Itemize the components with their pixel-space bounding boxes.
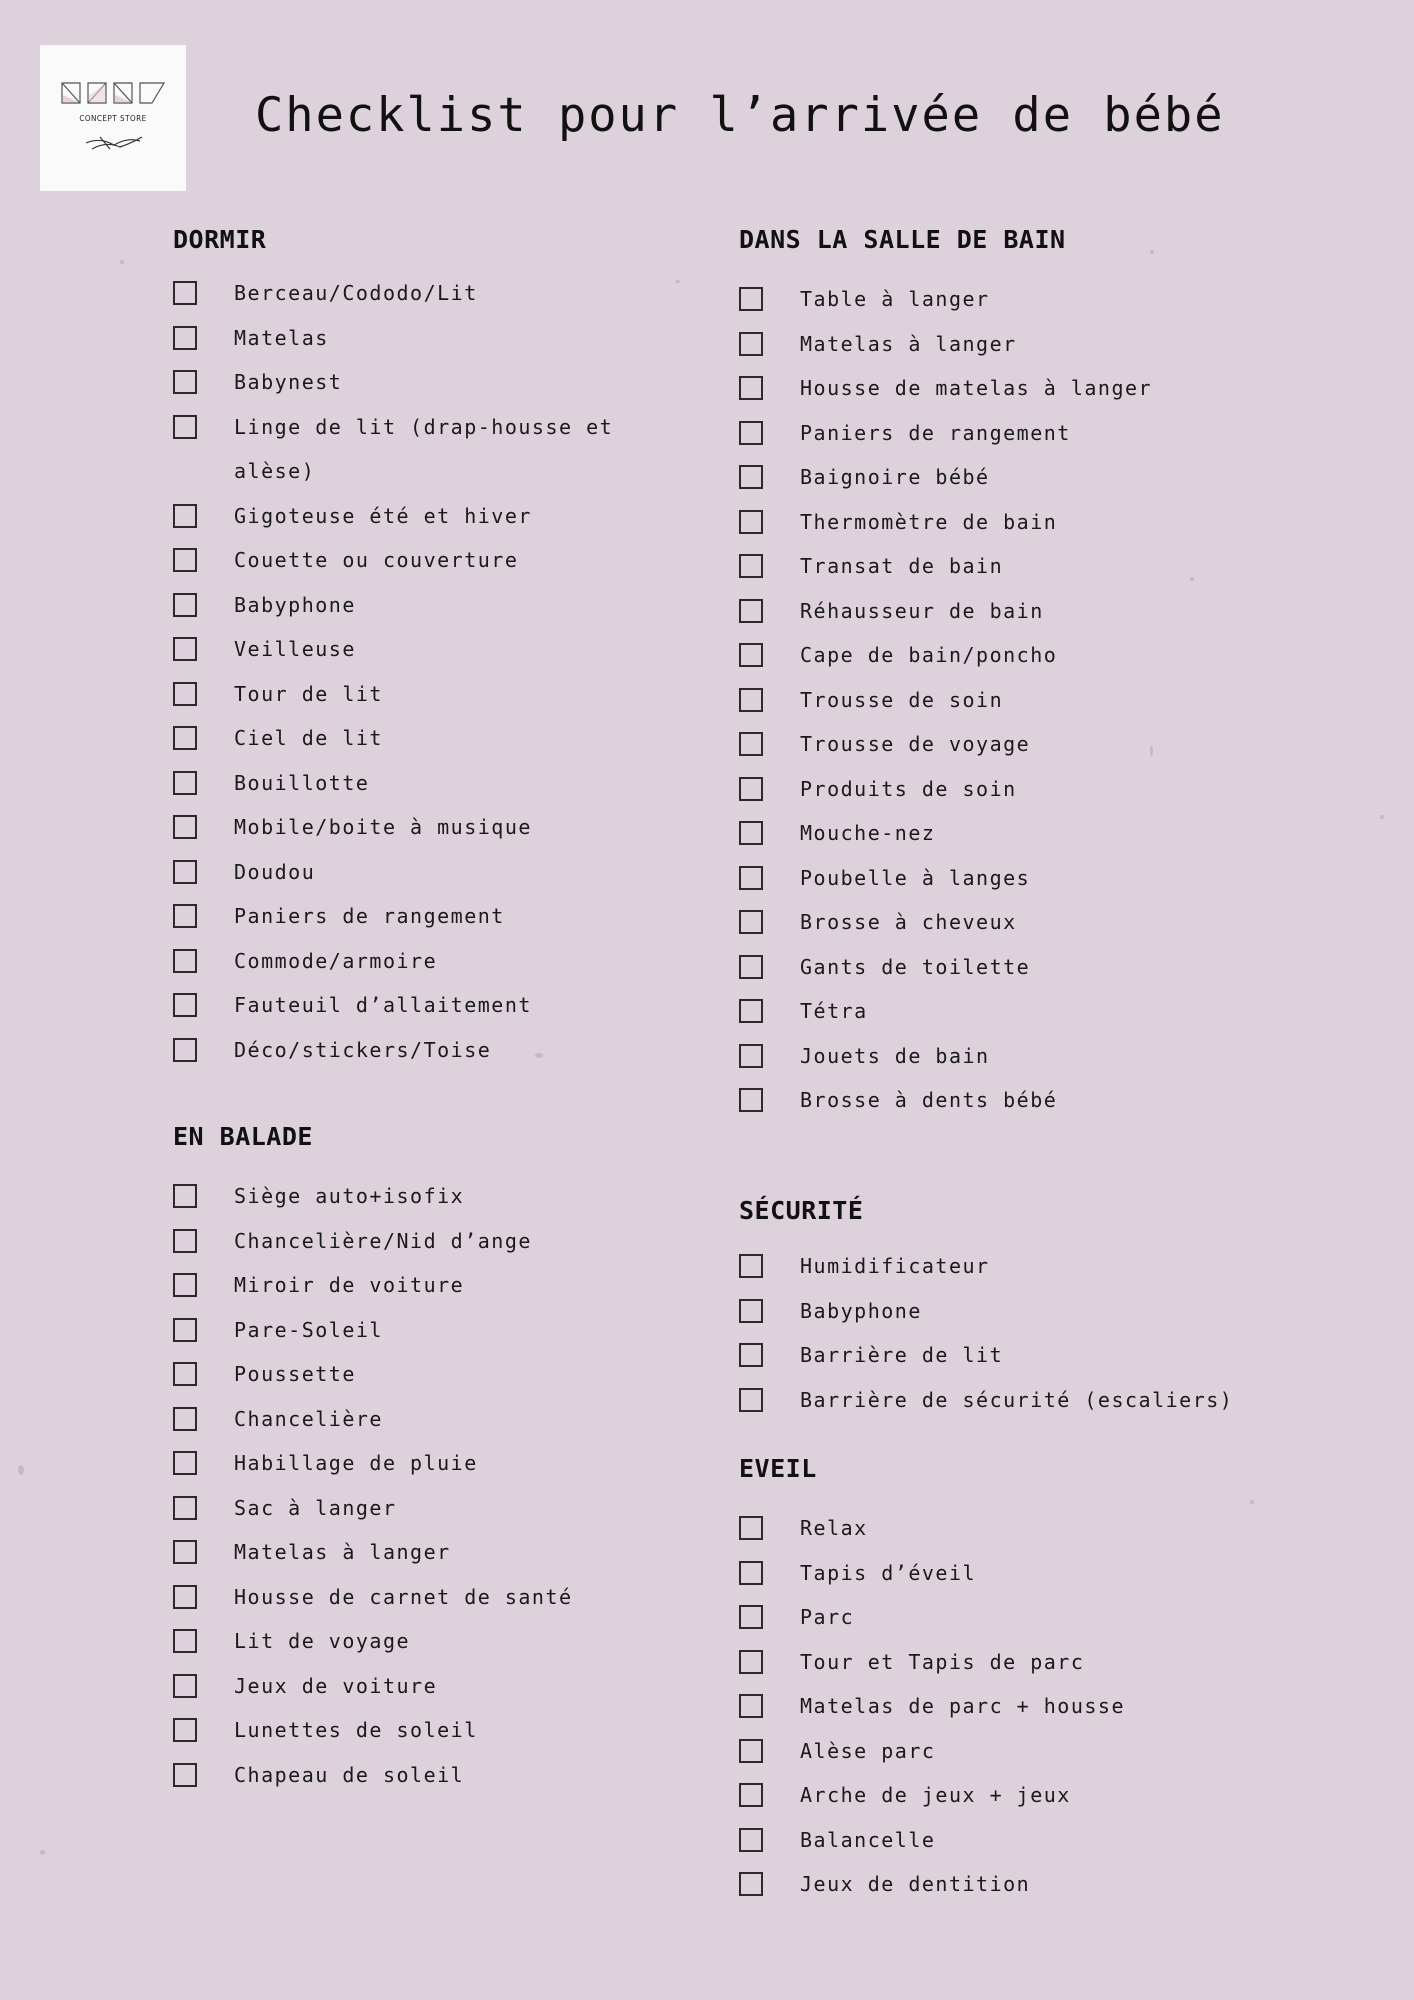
item-label: Tour et Tapis de parc	[800, 1649, 1085, 1674]
paper-speck	[120, 260, 124, 264]
item-label: Sac à langer	[234, 1495, 397, 1520]
item-label: Chapeau de soleil	[234, 1762, 465, 1787]
item-label: Siège auto+isofix	[234, 1184, 465, 1208]
section-en-balade	[173, 1122, 653, 1797]
checkbox[interactable]	[173, 1229, 197, 1253]
list-item	[739, 989, 1359, 1034]
list-item	[739, 633, 1359, 678]
checkbox[interactable]	[739, 421, 763, 445]
section-securite	[739, 1196, 1359, 1422]
item-label: Matelas à langer	[234, 1540, 451, 1564]
list-item	[739, 1818, 1359, 1863]
list-item	[173, 761, 653, 806]
item-label: Jouets de bain	[800, 1043, 990, 1068]
list-item	[173, 538, 653, 583]
checkbox[interactable]	[173, 1496, 197, 1520]
item-label: Barrière de lit	[800, 1343, 1004, 1367]
section-heading: SÉCURITÉ	[739, 1196, 864, 1225]
checklist	[173, 1174, 653, 1797]
checkbox[interactable]	[173, 415, 197, 439]
item-label: Veilleuse	[234, 637, 356, 661]
list-item	[739, 900, 1359, 945]
checkbox[interactable]	[739, 1088, 763, 1112]
list-item	[173, 360, 653, 405]
item-label: Housse de carnet de santé	[234, 1584, 573, 1609]
paper-speck	[18, 1465, 24, 1475]
item-label: Cape de bain/poncho	[800, 643, 1058, 667]
brand-logo-mark	[40, 45, 186, 191]
item-label: Couette ou couverture	[234, 548, 519, 572]
item-label: Tétra	[800, 999, 868, 1023]
item-label: Ciel de lit	[234, 726, 383, 750]
item-label: Paniers de rangement	[234, 904, 505, 928]
list-item	[739, 856, 1359, 901]
list-item	[739, 767, 1359, 812]
checkbox[interactable]	[739, 777, 763, 801]
list-item	[173, 1441, 653, 1486]
checkbox[interactable]	[173, 1718, 197, 1742]
list-item	[173, 627, 653, 672]
list-item	[739, 811, 1359, 856]
list-item	[739, 500, 1359, 545]
item-label: Fauteuil d’allaitement	[234, 993, 532, 1017]
checkbox[interactable]	[173, 860, 197, 884]
item-label: Lunettes de soleil	[234, 1718, 478, 1742]
checklist	[739, 1244, 1359, 1422]
item-label: Paniers de rangement	[800, 420, 1071, 445]
list-item	[173, 1308, 653, 1353]
item-label: Matelas de parc + housse	[800, 1694, 1125, 1718]
item-label: Relax	[800, 1516, 868, 1540]
page-title: Checklist pour l’arrivée de bébé	[255, 88, 1225, 143]
list-item	[173, 1753, 653, 1798]
item-label: Trousse de soin	[800, 687, 1004, 712]
item-label: Mobile/boite à musique	[234, 815, 532, 839]
list-item	[173, 939, 653, 984]
item-label: Chancelière/Nid d’ange	[234, 1228, 532, 1253]
list-item	[173, 316, 653, 361]
checkbox[interactable]	[739, 1299, 763, 1323]
item-label: Chancelière	[234, 1406, 383, 1431]
list-item	[739, 277, 1359, 322]
item-label: Commode/armoire	[234, 948, 438, 973]
item-label: Barrière de sécurité (escaliers)	[800, 1387, 1234, 1412]
checkbox[interactable]	[173, 1451, 197, 1475]
checkbox[interactable]	[173, 1629, 197, 1653]
list-item	[173, 850, 653, 895]
list-item	[173, 894, 653, 939]
item-label: Mouche-nez	[800, 821, 936, 845]
list-item	[173, 1708, 653, 1753]
list-item	[739, 455, 1359, 500]
list-item	[739, 411, 1359, 456]
checkbox[interactable]	[739, 287, 763, 311]
checkbox[interactable]	[739, 1561, 763, 1585]
item-label: Parc	[800, 1605, 855, 1629]
checkbox[interactable]	[739, 1388, 763, 1412]
list-item	[739, 722, 1359, 767]
list-item	[739, 1862, 1359, 1907]
item-label: Matelas	[234, 325, 329, 350]
list-item	[173, 1352, 653, 1397]
item-label: Baignoire bébé	[800, 465, 990, 489]
checkbox[interactable]	[173, 1585, 197, 1609]
checkbox[interactable]	[173, 1038, 197, 1062]
checkbox[interactable]	[173, 548, 197, 572]
list-item	[739, 589, 1359, 634]
checkbox[interactable]	[173, 593, 197, 617]
list-item	[739, 1333, 1359, 1378]
checkbox[interactable]	[739, 1828, 763, 1852]
section-heading: DANS LA SALLE DE BAIN	[739, 225, 1066, 254]
paper-speck	[1380, 815, 1384, 819]
checkbox[interactable]	[739, 732, 763, 756]
checkbox[interactable]	[173, 682, 197, 706]
checkbox[interactable]	[173, 1674, 197, 1698]
checkbox[interactable]	[739, 510, 763, 534]
list-item	[739, 1773, 1359, 1818]
checkbox[interactable]	[739, 1516, 763, 1540]
item-label: Linge de lit (drap-housse et alèse)	[234, 414, 614, 483]
checkbox[interactable]	[173, 993, 197, 1017]
item-label: Réhausseur de bain	[800, 598, 1044, 623]
list-item	[739, 1378, 1359, 1423]
paper-speck	[40, 1850, 45, 1855]
checklist	[739, 277, 1359, 1123]
item-label: Bouillotte	[234, 770, 370, 795]
checklist	[739, 1506, 1359, 1907]
checkbox[interactable]	[739, 1739, 763, 1763]
item-label: Matelas à langer	[800, 331, 1017, 356]
checkbox[interactable]	[739, 599, 763, 623]
item-label: Produits de soin	[800, 776, 1017, 801]
checkbox[interactable]	[739, 910, 763, 934]
list-item	[173, 271, 653, 316]
list-item	[173, 1263, 653, 1308]
item-label: Poussette	[234, 1362, 356, 1386]
item-label: Jeux de voiture	[234, 1673, 438, 1698]
item-label: Table à langer	[800, 287, 990, 311]
list-item	[173, 1219, 653, 1264]
list-item	[739, 1595, 1359, 1640]
checkbox[interactable]	[739, 376, 763, 400]
list-item	[173, 1664, 653, 1709]
item-label: Gants de toilette	[800, 954, 1031, 979]
checkbox[interactable]	[739, 821, 763, 845]
item-label: Brosse à cheveux	[800, 910, 1017, 934]
section-salle-de-bain	[739, 225, 1359, 1123]
checkbox[interactable]	[173, 326, 197, 350]
item-label: Brosse à dents bébé	[800, 1088, 1058, 1112]
checkbox[interactable]	[739, 1254, 763, 1278]
list-item	[173, 1397, 653, 1442]
section-heading: DORMIR	[173, 225, 267, 254]
checkbox[interactable]	[173, 904, 197, 928]
section-heading: EVEIL	[739, 1454, 817, 1483]
list-item	[173, 716, 653, 761]
checklist	[173, 271, 653, 1072]
checkbox[interactable]	[173, 370, 197, 394]
checkbox[interactable]	[173, 1362, 197, 1386]
checkbox[interactable]	[739, 643, 763, 667]
item-label: Thermomètre de bain	[800, 509, 1058, 534]
checkbox[interactable]	[173, 1763, 197, 1787]
checkbox[interactable]	[173, 1184, 197, 1208]
list-item	[739, 1289, 1359, 1334]
item-label: Doudou	[234, 859, 316, 884]
list-item	[739, 544, 1359, 589]
list-item	[739, 1078, 1359, 1123]
list-item	[739, 322, 1359, 367]
section-dormir	[173, 225, 653, 1072]
list-item	[173, 494, 653, 539]
checkbox[interactable]	[173, 1318, 197, 1342]
item-label: Humidificateur	[800, 1254, 990, 1278]
checkbox[interactable]	[173, 637, 197, 661]
list-item	[173, 1619, 653, 1664]
list-item	[173, 583, 653, 628]
checkbox[interactable]	[173, 949, 197, 973]
item-label: Pare-Soleil	[234, 1317, 383, 1342]
checkbox[interactable]	[739, 1044, 763, 1068]
checkbox[interactable]	[739, 866, 763, 890]
checkbox[interactable]	[173, 1407, 197, 1431]
checkbox[interactable]	[739, 1694, 763, 1718]
list-item	[739, 1729, 1359, 1774]
checkbox[interactable]	[739, 465, 763, 489]
checkbox[interactable]	[739, 1343, 763, 1367]
list-item	[739, 1244, 1359, 1289]
item-label: Berceau/Cododo/Lit	[234, 281, 478, 305]
item-label: Alèse parc	[800, 1738, 936, 1763]
item-label: Housse de matelas à langer	[800, 376, 1153, 400]
list-item	[739, 366, 1359, 411]
item-label: Poubelle à langes	[800, 865, 1031, 890]
list-item	[173, 405, 634, 494]
section-eveil	[739, 1454, 1359, 1907]
checkbox[interactable]	[173, 281, 197, 305]
item-label: Miroir de voiture	[234, 1273, 465, 1297]
item-label: Habillage de pluie	[234, 1451, 478, 1475]
item-label: Jeux de dentition	[800, 1872, 1031, 1896]
item-label: Balancelle	[800, 1827, 936, 1852]
list-item	[739, 1506, 1359, 1551]
item-label: Lit de voyage	[234, 1629, 411, 1653]
list-item	[739, 1640, 1359, 1685]
item-label: Babynest	[234, 370, 343, 394]
item-label: Babyphone	[800, 1298, 922, 1323]
checkbox[interactable]	[173, 771, 197, 795]
item-label: Tour de lit	[234, 681, 383, 706]
checkbox[interactable]	[739, 1872, 763, 1896]
list-item	[739, 1551, 1359, 1596]
checkbox[interactable]	[739, 554, 763, 578]
item-label: Tapis d’éveil	[800, 1560, 977, 1585]
brand-logo	[40, 45, 186, 191]
list-item	[173, 1530, 653, 1575]
checkbox[interactable]	[739, 1783, 763, 1807]
checkbox[interactable]	[173, 1540, 197, 1564]
checkbox[interactable]	[739, 332, 763, 356]
list-item	[173, 672, 653, 717]
checkbox[interactable]	[173, 504, 197, 528]
list-item	[173, 983, 653, 1028]
item-label: Babyphone	[234, 592, 356, 617]
checkbox[interactable]	[739, 999, 763, 1023]
checkbox[interactable]	[739, 1605, 763, 1629]
checkbox[interactable]	[173, 726, 197, 750]
item-label: Trousse de voyage	[800, 732, 1031, 756]
list-item	[739, 678, 1359, 723]
checkbox[interactable]	[173, 815, 197, 839]
checkbox[interactable]	[739, 955, 763, 979]
checkbox[interactable]	[739, 688, 763, 712]
list-item	[739, 945, 1359, 990]
checkbox[interactable]	[173, 1273, 197, 1297]
list-item	[739, 1034, 1359, 1079]
list-item	[173, 1028, 653, 1073]
section-heading: EN BALADE	[173, 1122, 313, 1151]
item-label: Déco/stickers/Toise	[234, 1037, 492, 1062]
item-label: Gigoteuse été et hiver	[234, 503, 532, 528]
list-item	[173, 805, 653, 850]
list-item	[173, 1174, 653, 1219]
checkbox[interactable]	[739, 1650, 763, 1674]
item-label: Transat de bain	[800, 554, 1004, 578]
list-item	[173, 1575, 653, 1620]
list-item	[173, 1486, 653, 1531]
paper-speck	[675, 280, 680, 283]
list-item	[739, 1684, 1359, 1729]
item-label: Arche de jeux + jeux	[800, 1783, 1071, 1807]
logo-tagline: CONCEPT STORE	[79, 114, 147, 123]
